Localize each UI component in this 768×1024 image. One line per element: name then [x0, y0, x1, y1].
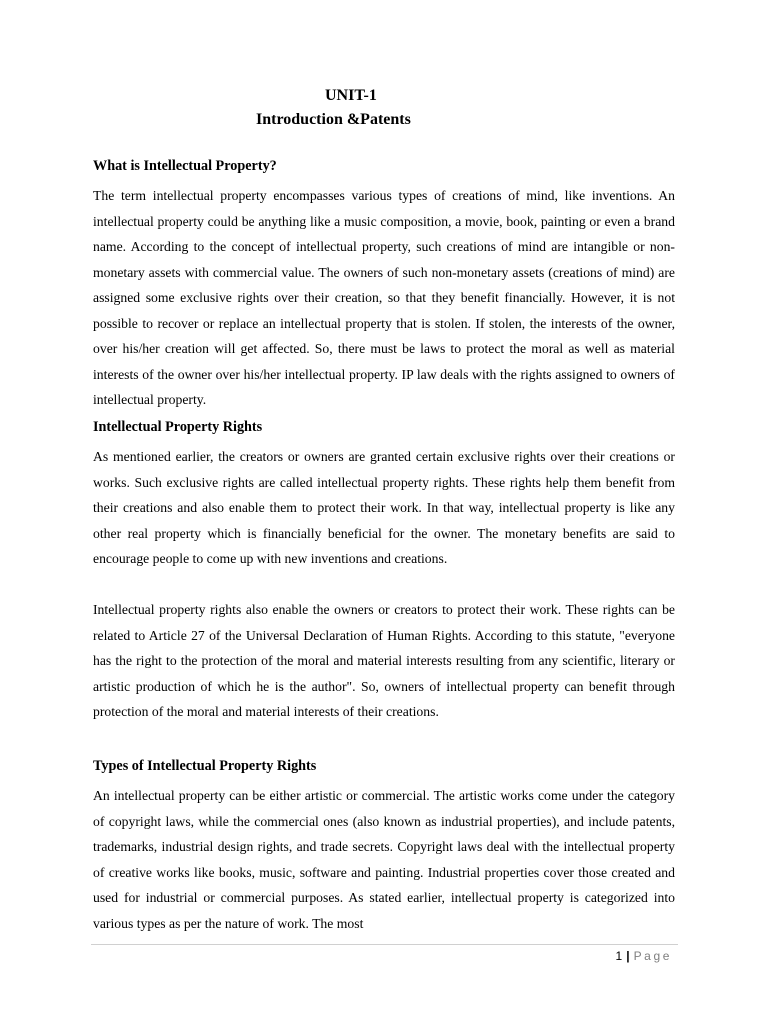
section-heading-ip-rights: Intellectual Property Rights: [93, 419, 263, 435]
paragraph-types-of-ip: An intellectual property can be either artistic or commercial. The artistic works come under the category of copyright laws, while the commercial ones (also known as industrial properties), and include patents, trademarks, industrial design rights, and trade secrets. Copyright laws deal with the intellectual property of creative works like books, music, software and painting. Industrial properties cover those created and used for industrial or commercial purposes. As stated earlier, intellectual property is categorized into various types as per the nature of work. The most: [93, 788, 675, 931]
section-heading-types-of-ip: Types of Intellectual Property Rights: [93, 758, 317, 774]
document-title: Introduction &Patents: [256, 111, 411, 128]
paragraph-ip-rights-2: Intellectual property rights also enable the owners or creators to protect their work. These rights can be related to Article 27 of the Universal Declaration of Human Rights. According to this statute, "everyone has the right to the protection of the moral and material interests resulting from any scientific, literary or artistic production of which he is the author". So, owners of intellectual property can benefit through protection of the moral and material interests of their creations.: [93, 602, 675, 719]
paragraph-what-is-ip: The term intellectual property encompasses various types of creations of mind, like inventions. An intellectual property could be anything like a music composition, a movie, book, painting or even a brand name. According to the concept of intellectual property, such creations of mind are intangible or non-monetary assets with commercial value. The owners of such non-monetary assets (creations of mind) are assigned some exclusive rights over their creation, so that they benefit financially. However, it is not possible to recover or replace an intellectual property that is stolen. If stolen, the interests of the owner, over his/her creation will get affected. So, there must be laws to protect the moral as well as material interests of the owner over his/her intellectual property. IP law deals with the rights assigned to owners of intellectual property.: [93, 188, 675, 407]
section-heading-what-is-ip: What is Intellectual Property?: [93, 158, 277, 174]
page-label: Page: [633, 949, 672, 963]
page-number: 1: [615, 949, 623, 963]
page-footer: [616, 947, 672, 965]
footer-divider: [91, 944, 678, 945]
unit-heading: UNIT-1: [325, 87, 377, 104]
paragraph-ip-rights-1: As mentioned earlier, the creators or owners are granted certain exclusive rights over their creations or works. Such exclusive rights are called intellectual property rights. These rights help them benefit from their creations and also enable them to protect their work. In that way, intellectual property is like any other real property which is financially beneficial for the owner. The monetary benefits are said to encourage people to come up with new inventions and creations.: [93, 449, 675, 566]
footer-separator: |: [626, 949, 630, 963]
